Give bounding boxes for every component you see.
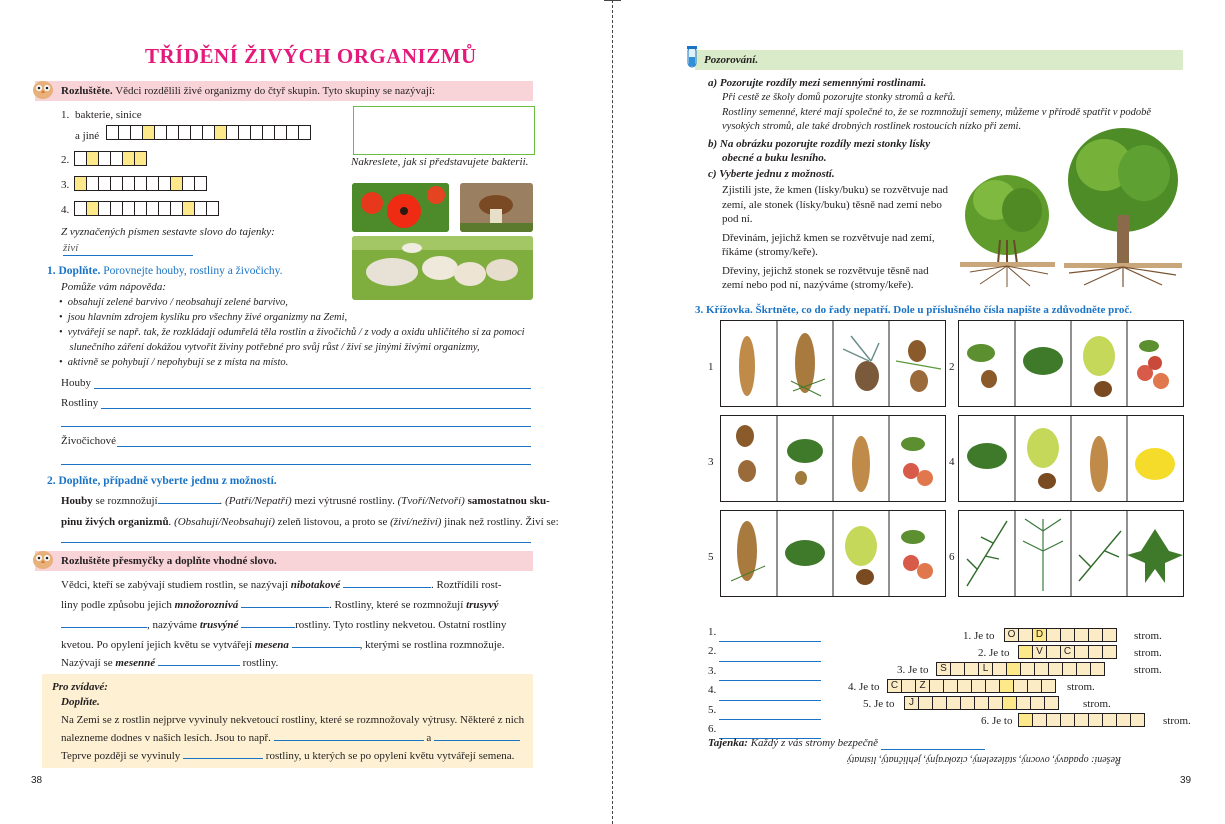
s2-text: samostatnou sku-	[467, 495, 550, 507]
picture-row-3	[720, 415, 946, 502]
row1-number: 1.	[61, 109, 70, 121]
a-line1: Při cestě ze školy domů pozorujte stonky stromů a keřů.	[722, 92, 956, 103]
s3-blank[interactable]	[292, 647, 360, 648]
cw-cell[interactable]	[1130, 713, 1145, 727]
s3-word: mesenné	[115, 657, 156, 669]
s3-word: nibotakové	[290, 579, 341, 591]
b-head1: Na obrázku pozorujte rozdíly mezi stonky lísky	[719, 138, 931, 150]
r-s3-head: Křížovka. Škrtněte, co do řady nepatří. Dole u příslušného čísla napište a zdůvodněte proč.	[706, 304, 1133, 316]
a-line2: Rostliny semenné, které mají společné to, že se rozmnožují semeny, můžeme v přírodě spatřit v podobě	[722, 107, 1152, 118]
s2-text: (Tvoří/Netvoří)	[397, 495, 465, 507]
cw-cell[interactable]	[1013, 679, 1028, 693]
intro-label: Rozluštěte.	[61, 85, 113, 97]
cw-cell[interactable]: Z	[915, 679, 930, 693]
cw-cell[interactable]	[1074, 628, 1089, 642]
r-tajenka-label: Tajenka:	[708, 737, 748, 749]
s3-blank[interactable]	[241, 607, 329, 608]
s3-blank[interactable]	[158, 665, 240, 666]
tajenka-instruction: Z vyznačených písmen sestavte slovo do tajenky:	[61, 226, 275, 238]
pz-text: Teprve později se vyvinuly	[61, 750, 181, 762]
cw-cell[interactable]	[1041, 679, 1056, 693]
b-head2: obecné a buku lesního.	[722, 152, 827, 164]
cw-row-6[interactable]	[1018, 713, 1144, 731]
row4-boxes[interactable]	[74, 201, 218, 219]
s2-blank[interactable]	[158, 503, 220, 504]
sheep-photo	[352, 236, 533, 300]
obs-head: Pozorování.	[704, 54, 759, 66]
s3-text: . Rostliny, které se rozmnožují	[328, 599, 464, 611]
cw-cell[interactable]	[971, 679, 986, 693]
c-line: zemí nebo pod ní, nazýváme (stromy/keře).	[722, 279, 914, 291]
cw-label: 2. Je to	[978, 647, 1010, 659]
page-number-right: 39	[1180, 775, 1192, 786]
s1-bullet: jsou hlavním zdrojem kyslíku pro všechny živé organizmy na Zemi,	[67, 312, 348, 323]
pz-blank[interactable]	[183, 758, 263, 759]
answer-number: 4.	[708, 684, 717, 697]
cw-cell[interactable]	[1062, 662, 1077, 676]
mushroom-photo	[460, 183, 533, 232]
picture-row-6	[958, 510, 1184, 597]
spruce-cone-icon	[739, 336, 755, 396]
cw-cell[interactable]	[1048, 662, 1063, 676]
c-line: říkáme (stromy/keře).	[722, 246, 818, 258]
cw-label: 4. Je to	[848, 681, 880, 693]
s3-text: Nazývají se	[61, 657, 113, 669]
row-number: 2	[949, 361, 955, 373]
s3-text: liny podle způsobu jejich	[61, 599, 172, 611]
cw-cell[interactable]	[1088, 628, 1103, 642]
pz-line1: Na Zemi se z rostlin nejprve vyvinuly nekvetoucí rostliny, které se rozmnožovaly výtrusy. Některé z nich	[61, 714, 525, 726]
cw-cell[interactable]	[1102, 713, 1117, 727]
s3-word: trusvýné	[199, 619, 239, 631]
cw-cell[interactable]	[1116, 713, 1131, 727]
row-number: 1	[708, 361, 714, 373]
answer-number: 6.	[708, 723, 717, 736]
s3-text: rostliny. Tyto rostliny nekvetou. Ostatní rostliny	[295, 619, 507, 631]
s3-word: trusyvý	[466, 599, 499, 611]
drawing-box[interactable]	[353, 106, 535, 155]
answer-list	[708, 623, 821, 739]
cw-cell[interactable]	[985, 679, 1000, 693]
cw-label: 5. Je to	[863, 698, 895, 710]
cw-suffix: strom.	[1134, 630, 1162, 642]
s2-line[interactable]	[61, 530, 531, 543]
cw-row-4[interactable]	[887, 679, 1055, 697]
cw-cell[interactable]	[1102, 628, 1117, 642]
pz-blank[interactable]	[274, 740, 424, 741]
cw-row-1[interactable]	[1004, 628, 1116, 646]
cw-cell[interactable]	[1090, 662, 1105, 676]
s2-text: jinak než rostliny. Živí se:	[444, 516, 559, 528]
r-tajenka-line[interactable]	[881, 749, 985, 750]
divider-top-mark	[604, 0, 621, 1]
s1-bullet: slunečního záření dokážou vytvořit živiny potřebné pro svůj růst / živí se jinými živými organizmy,	[69, 342, 480, 353]
cw-cell[interactable]: C	[887, 679, 902, 693]
cw-cell[interactable]: S	[936, 662, 951, 676]
row-number: 6	[949, 551, 955, 563]
obs-bar	[695, 50, 1183, 70]
b-label: b)	[708, 138, 718, 150]
picture-row-4	[958, 415, 1184, 502]
test-tube-icon	[684, 46, 700, 72]
s1-head-bold: Doplňte.	[58, 265, 101, 277]
row-number: 4	[949, 456, 955, 468]
cw-cell[interactable]	[1018, 645, 1033, 659]
s1-bullet: vytvářejí se např. tak, že rozkládají odumřelá těla rostlin a živočichů / z vody a oxidu uhličitého si za pomoci	[67, 327, 525, 338]
s3-blank[interactable]	[343, 587, 431, 588]
owl-icon	[30, 547, 56, 571]
s3-blank[interactable]	[61, 627, 147, 628]
cw-cell[interactable]	[1002, 696, 1017, 710]
rostliny-label: Rostliny	[61, 397, 99, 409]
row-number: 3	[708, 456, 714, 468]
s3-word: mesena	[254, 639, 289, 651]
s1-bullet-list: • obsahují zelené barvivo / neobsahují zelené barvivo, • jsou hlavním zdrojem kyslíku pro všechny živé organizmy na Zemi, • vytvářejí se např. tak, že rozkládají odumřelá těla rostlin a živočichů / z vody a oxidu uhličitého si za pomoci slunečního záření dokážou vytvořit živiny potřebné pro svůj růst / živí se jinými živými organizmy, • aktivně se pohybují / nepohybují se z místa na místo.	[59, 297, 525, 368]
cw-cell[interactable]	[943, 679, 958, 693]
answer-number: 2.	[708, 645, 717, 658]
zivocichove-line[interactable]	[117, 434, 531, 447]
cw-cell[interactable]	[1076, 662, 1091, 676]
cw-cell[interactable]: O	[1004, 628, 1019, 642]
s3-text: , kterými se rostlina rozmnožuje.	[359, 639, 505, 651]
cw-row-2[interactable]	[1018, 645, 1116, 663]
cw-suffix: strom.	[1067, 681, 1095, 693]
cw-cell[interactable]: J	[904, 696, 919, 710]
cw-cell[interactable]	[988, 696, 1003, 710]
s1-bullet: aktivně se pohybují / nepohybují se z místa na místo.	[67, 357, 289, 368]
cw-cell[interactable]	[957, 679, 972, 693]
s3-word: množoroznivá	[174, 599, 239, 611]
rostliny-line-2[interactable]	[61, 414, 531, 427]
a-label: a)	[708, 77, 718, 89]
cw-cell[interactable]	[1006, 662, 1021, 676]
c-text	[722, 183, 948, 293]
cw-cell[interactable]	[1046, 628, 1061, 642]
cw-label: 3. Je to	[897, 664, 929, 676]
houby-line[interactable]	[94, 376, 531, 389]
cw-cell[interactable]	[1034, 662, 1049, 676]
s2-text: . (Patří/Nepatří)	[219, 495, 292, 507]
answer-number: 1.	[708, 626, 717, 638]
cw-cell[interactable]	[1018, 628, 1033, 642]
cw-cell[interactable]: D	[1032, 628, 1047, 642]
page-divider	[612, 0, 613, 824]
r-tajenka-text: Každý z vás stromy bezpečně	[750, 737, 878, 749]
answer-number: 5.	[708, 703, 717, 716]
cw-label: 6. Je to	[981, 715, 1013, 727]
cw-cell[interactable]	[1074, 645, 1089, 659]
row3-boxes[interactable]	[74, 176, 206, 194]
pz-text: a	[426, 732, 432, 744]
cw-cell[interactable]	[1030, 696, 1045, 710]
s2-text: zeleň listovou, a proto se	[277, 516, 388, 528]
solution-upside-down: Řešení: opadavý, ovocný, stálezelený, cizokrajný, jehličnatý, listnatý	[847, 754, 1122, 765]
s2-text: (živí/neživí)	[390, 516, 442, 528]
row1-boxes[interactable]	[106, 125, 310, 143]
pz-text: nalezneme dodnes v našich lesích. Jsou to např.	[61, 732, 271, 744]
cw-cell[interactable]	[950, 662, 965, 676]
cw-suffix: strom.	[1134, 664, 1162, 676]
r-s3-number: 3.	[695, 304, 704, 316]
zivocichove-line-2[interactable]	[61, 452, 531, 465]
rostliny-line[interactable]	[101, 396, 531, 409]
a-head: Pozorujte rozdíly mezi semennými rostlinami.	[719, 77, 927, 89]
s3-head: Rozluštěte přesmyčky a doplňte vhodné slovo.	[61, 555, 277, 567]
s2-number: 2.	[47, 475, 56, 487]
poppy-photo	[352, 183, 449, 232]
cw-cell[interactable]	[992, 662, 1007, 676]
s2-text: mezi výtrusné rostliny.	[294, 495, 395, 507]
cw-cell[interactable]	[1027, 679, 1042, 693]
picture-row-1	[720, 320, 946, 407]
cw-cell[interactable]	[929, 679, 944, 693]
cw-cell[interactable]	[901, 679, 916, 693]
intro-text: Vědci rozdělili živé organizmy do čtyř skupin. Tyto skupiny se nazývají:	[115, 85, 436, 97]
zivocichove-label: Živočichové	[61, 435, 116, 447]
cw-row-3[interactable]	[936, 662, 1104, 680]
picture-row-5	[720, 510, 946, 597]
cw-row-5[interactable]	[904, 696, 1058, 714]
c-label: c)	[708, 168, 717, 180]
cw-cell[interactable]	[1018, 713, 1033, 727]
cw-cell[interactable]	[1044, 696, 1059, 710]
row3-number: 3.	[61, 179, 70, 191]
row-number: 5	[708, 551, 714, 563]
cw-cell[interactable]	[1074, 713, 1089, 727]
cw-cell[interactable]	[1088, 713, 1103, 727]
cw-suffix: strom.	[1083, 698, 1111, 710]
owl-icon	[30, 77, 56, 101]
cw-cell[interactable]	[932, 696, 947, 710]
row1-text: bakterie, sinice	[75, 109, 142, 121]
s2-text: . (Obsahují/Neobsahují)	[168, 516, 275, 528]
cw-cell[interactable]	[1046, 713, 1061, 727]
a-line3: vysokých stromů, ale také drobných rostlinek rostoucích nízko při zemi.	[722, 121, 1022, 132]
s3-text: . Roztřídili rost-	[430, 579, 502, 591]
s3-text: rostliny.	[242, 657, 279, 669]
drawing-caption: Nakreslete, jak si představujete bakterii.	[351, 156, 529, 168]
pz-head: Pro zvídavé:	[52, 681, 108, 693]
s1-help: Pomůže vám nápověda:	[61, 281, 167, 293]
row4-number: 4.	[61, 204, 70, 216]
s1-head-rest: Porovnejte houby, rostliny a živočichy.	[103, 265, 283, 277]
cw-cell[interactable]	[1088, 645, 1103, 659]
c-head: Vyberte jednu z možností.	[719, 168, 835, 180]
houby-label: Houby	[61, 377, 91, 389]
page-title: TŘÍDĚNÍ ŽIVÝCH ORGANIZMŮ	[145, 44, 477, 68]
c-line: pod ní.	[722, 213, 753, 225]
c-line: zemí, ale stonek (lísky/buku) těsně nad zemí nebo	[722, 198, 942, 211]
cw-cell[interactable]	[1060, 628, 1075, 642]
s1-bullet: obsahují zelené barvivo / neobsahují zelené barvivo,	[67, 297, 288, 308]
tajenka-answer[interactable]: živí	[63, 241, 193, 256]
pz-text: rostliny, u kterých se po opylení květu vytvářejí semena.	[265, 750, 515, 762]
hazel-shrub-illustration	[960, 160, 1055, 288]
s2-text: se rozmnožují	[95, 495, 158, 507]
c-line: Dřevinám, jejichž kmen se rozvětvuje nad zemí,	[722, 231, 935, 244]
s2-text: pinu živých organizmů	[61, 516, 169, 528]
s1-number: 1.	[47, 265, 56, 277]
cw-cell[interactable]	[1060, 713, 1075, 727]
s3-blank[interactable]	[241, 627, 295, 628]
cw-suffix: strom.	[1134, 647, 1162, 659]
cw-cell[interactable]: C	[1060, 645, 1075, 659]
pz-blank[interactable]	[434, 740, 520, 741]
cw-cell[interactable]	[964, 662, 979, 676]
s3-text: kvetou. Po opylení jejich květu se vytvářejí	[61, 639, 252, 651]
beech-tree-illustration	[1064, 125, 1182, 288]
s3-text: , nazýváme	[147, 619, 198, 631]
c-line: Zjistili jste, že kmen (lísky/buku) se rozvětvuje nad	[722, 184, 949, 196]
row2-boxes[interactable]	[74, 151, 146, 169]
s2-head: Doplňte, případně vyberte jednu z možností.	[58, 475, 277, 487]
cw-label: 1. Je to	[963, 630, 995, 642]
cw-cell[interactable]	[1046, 645, 1061, 659]
page-number-left: 38	[31, 775, 43, 786]
cw-cell[interactable]: L	[978, 662, 993, 676]
cw-cell[interactable]	[1020, 662, 1035, 676]
c-line: Dřeviny, jejichž stonek se rozvětvuje těsně nad	[722, 264, 929, 277]
row1b-text: a jiné	[75, 130, 100, 142]
s2-text: Houby	[61, 495, 93, 507]
answer-number: 3.	[708, 664, 717, 677]
cw-cell[interactable]	[1016, 696, 1031, 710]
cw-cell[interactable]: V	[1032, 645, 1047, 659]
cw-suffix: strom.	[1163, 715, 1191, 727]
row2-number: 2.	[61, 154, 70, 166]
cw-cell[interactable]	[999, 679, 1014, 693]
cw-cell[interactable]	[960, 696, 975, 710]
cw-cell[interactable]	[1032, 713, 1047, 727]
cw-cell[interactable]	[1102, 645, 1117, 659]
cw-cell[interactable]	[946, 696, 961, 710]
pz-sub: Doplňte.	[61, 696, 100, 708]
cw-cell[interactable]	[974, 696, 989, 710]
cw-cell[interactable]	[918, 696, 933, 710]
picture-row-2	[958, 320, 1184, 407]
s3-text: Vědci, kteří se zabývají studiem rostlin, se nazývají	[61, 579, 288, 591]
